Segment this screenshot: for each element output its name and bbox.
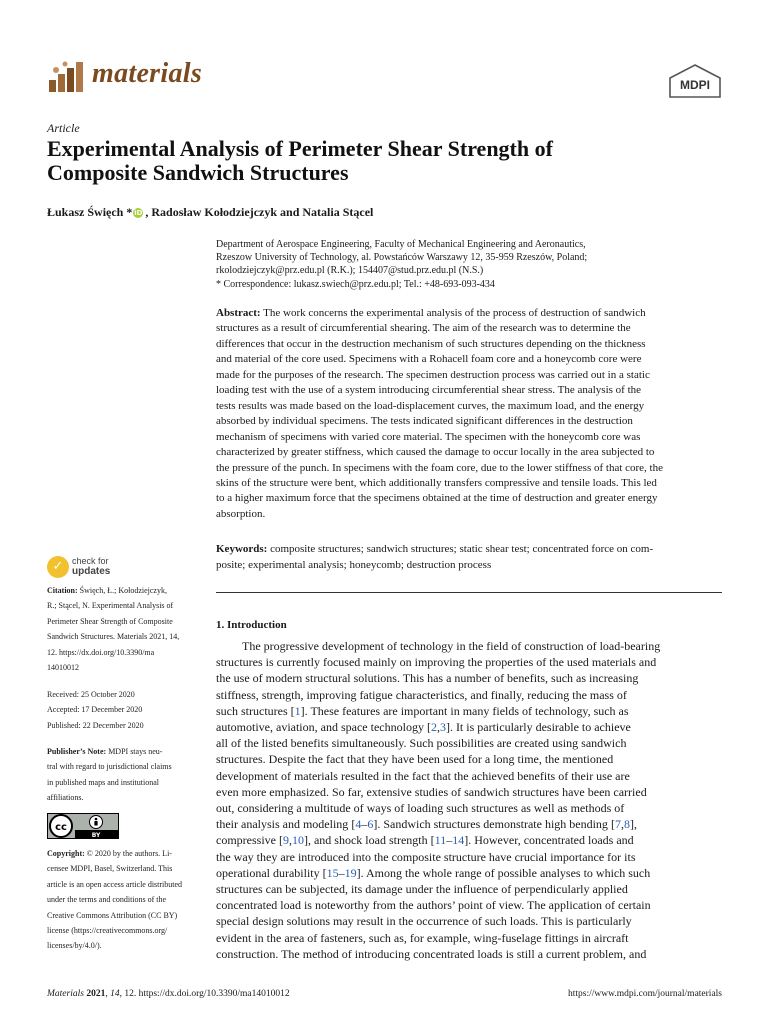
publishers-note-line: affiliations. xyxy=(47,793,84,803)
citation-line: Sandwich Structures. Materials 2021, 14, xyxy=(47,632,180,642)
intro-line: compressive [9,10], and shock load strength [11–14]. However, concentrated loads and xyxy=(216,833,634,848)
intro-line: such structures [1]. These features are important in many fields of technology, such as xyxy=(216,703,629,718)
abstract-line: absorption. xyxy=(216,507,266,520)
citation-label: Citation: xyxy=(47,586,78,595)
abstract-line: The work concerns the experimental analysis of the process of destruction of sandwich xyxy=(263,307,646,319)
affiliation-line: Rzeszow University of Technology, al. Powstańców Warszawy 12, 35-959 Rzeszów, Poland; xyxy=(216,252,588,264)
article-type: Article xyxy=(47,121,80,135)
abstract-line: mechanism of specimens with varied core material. The specimen with the honeycomb core was xyxy=(216,430,641,443)
intro-line: structures can be subjected, its damage under the influence of perpendicularly applied xyxy=(216,882,628,897)
keywords-line: composite structures; sandwich structures; static shear test; concentrated force on com- xyxy=(270,543,654,555)
intro-line: evident in the area of fasteners, such as, for example, wing-fuselage fittings in aircraft xyxy=(216,930,629,945)
intro-line: development of materials resulted in the fact that the achieved benefits of their use are xyxy=(216,768,630,783)
title-line: Composite Sandwich Structures xyxy=(47,160,349,185)
abstract-line: differences that occur in the destruction mechanism of such structures depending on the thickness xyxy=(216,337,646,350)
intro-line: stiffness, strength, improving fatigue characteristics, and finally, reducing the mass of xyxy=(216,687,627,702)
received-date: Received: 25 October 2020 xyxy=(47,690,135,699)
intro-line: all of the listed benefits simultaneously. Such possibilities are created using sandwich xyxy=(216,736,627,751)
published-date: Published: 22 December 2020 xyxy=(47,720,144,730)
copyright-line: under the terms and conditions of the xyxy=(47,895,167,905)
abstract-line: the pressure of the punch. In specimens with the foam core, due to the lower stiffness of that core, the xyxy=(216,461,663,474)
abstract-line: structures as a result of circumferential shearing. The aim of the research was to determine the xyxy=(216,322,631,335)
abstract-line: tests results was made based on the load-displacement curves, the maximum load, and the energy xyxy=(216,399,645,412)
intro-line: out, considering a multitude of ways of loading such structures as well as methods of xyxy=(216,801,625,816)
abstract xyxy=(216,306,722,522)
orcid-icon[interactable]: iD xyxy=(134,209,143,217)
footer-journal-url[interactable]: https://www.mdpi.com/journal/materials xyxy=(568,989,722,999)
intro-line: the use of modern structural solutions. This has a number of benefits, such as increasing xyxy=(216,671,639,686)
publishers-note-line: in published maps and institutional xyxy=(47,777,159,787)
footer-citation[interactable]: Materials 2021, 14, 12. https://dx.doi.org/10.3390/ma14010012 xyxy=(47,989,290,999)
keywords xyxy=(216,542,722,573)
abstract-line: made for the purposes of the research. The specimen destruction process was carried out in a static xyxy=(216,368,650,381)
reference-link[interactable]: 1 xyxy=(294,703,301,718)
reference-link[interactable]: 2 xyxy=(430,720,437,735)
reference-link[interactable]: 7 xyxy=(614,817,621,832)
intro-line: concentrated load is noteworthy from the authors’ point of view. The application of certain xyxy=(216,898,651,913)
citation-line: Perimeter Shear Strength of Composite xyxy=(47,616,173,626)
affiliation-line: Department of Aerospace Engineering, Faculty of Mechanical Engineering and Aeronautics, xyxy=(216,239,586,250)
author-list xyxy=(47,205,373,220)
reference-link[interactable]: 11 xyxy=(434,833,447,848)
copyright-line: Creative Commons Attribution (CC BY) xyxy=(47,910,178,920)
reference-link[interactable]: 19 xyxy=(344,865,357,880)
intro-line: even more emphasized. So far, extensive studies of sandwich structures have been carried xyxy=(216,784,647,799)
title-line: Experimental Analysis of Perimeter Shear Strength of xyxy=(47,136,553,161)
publishers-note-line: MDPI stays neu- xyxy=(108,747,163,756)
cc-by-text: BY xyxy=(91,832,101,839)
reference-link[interactable]: 15 xyxy=(326,865,339,880)
copyright-license-link[interactable]: licenses/by/4.0/). xyxy=(47,941,102,951)
intro-line: structures is currently focused mainly on improving the properties of the used materials and xyxy=(216,655,657,670)
keywords-label: Keywords: xyxy=(216,543,268,555)
introduction-body xyxy=(216,638,722,962)
publishers-note-label: Publisher’s Note: xyxy=(47,747,107,756)
check-updates-label: check for xyxy=(72,556,109,566)
check-updates-icon: ✓ xyxy=(47,556,69,578)
intro-line: structures. Despite the fact that they have been used for a long time, the mentioned xyxy=(216,752,614,767)
citation-line: R.; Stącel, N. Experimental Analysis of xyxy=(47,601,174,611)
intro-line: construction. The method of introducing concentrated loads is still a current problem, and xyxy=(216,946,647,961)
reference-link[interactable]: 8 xyxy=(623,817,630,832)
intro-line: their analysis and modeling [4–6]. Sandwich structures demonstrate high bending [7,8], xyxy=(216,817,637,832)
reference-link[interactable]: 6 xyxy=(367,817,374,832)
cc-text: cc xyxy=(55,822,67,833)
intro-line: operational durability [15–19]. Among the whole range of possible analyses to which such xyxy=(216,865,651,880)
citation-line: Święch, Ł.; Kołodziejczyk, xyxy=(79,586,167,595)
copyright-label: Copyright: xyxy=(47,849,85,858)
citation xyxy=(47,583,207,675)
section-divider xyxy=(216,592,722,593)
citation-doi[interactable]: 14010012 xyxy=(47,663,79,673)
accepted-date: Accepted: 17 December 2020 xyxy=(47,705,143,715)
publishers-note xyxy=(47,744,207,806)
reference-link[interactable]: 14 xyxy=(452,833,465,848)
affiliation-emails[interactable]: rkolodziejczyk@prz.edu.pl (R.K.); 154407@stud.prz.edu.pl (N.S.) xyxy=(216,265,484,277)
reference-link[interactable]: 4 xyxy=(355,817,362,832)
intro-line: automotive, aviation, and space technology [2,3]. It is particularly desirable to achieve xyxy=(216,720,631,735)
article-title xyxy=(47,137,707,185)
check-updates-label: updates xyxy=(72,566,111,577)
publisher-logo-icon xyxy=(668,64,722,98)
publisher-name: MDPI xyxy=(680,78,710,92)
journal-logo-icon xyxy=(47,58,87,94)
check-for-updates-button[interactable] xyxy=(47,556,157,580)
affiliation xyxy=(216,238,722,291)
publication-dates xyxy=(47,687,207,733)
intro-line: The progressive development of technology in the field of construction of load-bearing xyxy=(242,639,661,653)
keywords-line: posite; experimental analysis; honeycomb; destruction process xyxy=(216,558,492,571)
publishers-note-line: tral with regard to jurisdictional claims xyxy=(47,762,172,772)
copyright-line: © 2020 by the authors. Li- xyxy=(86,849,172,858)
cc-by-license-icon[interactable] xyxy=(47,813,119,839)
abstract-line: loading test with the use of a system introducing circumferential shear stress. The analysis of the xyxy=(216,384,642,397)
abstract-line: and material of the core used. Specimens with a Rohacell foam core and a honeycomb core were xyxy=(216,353,642,366)
abstract-label: Abstract: xyxy=(216,307,261,319)
author-names[interactable]: , Radosław Kołodziejczyk and Natalia Stącel xyxy=(145,205,374,219)
journal-name: materials xyxy=(92,58,203,89)
copyright-line: article is an open access article distributed xyxy=(47,879,183,889)
abstract-line: absorbed by individual specimens. The tests indicated significant differences in the destruction xyxy=(216,415,633,428)
intro-line: special design solutions may result in the occurrence of such loads. This is particularly xyxy=(216,914,632,929)
citation-doi[interactable]: 12. https://dx.doi.org/10.3390/ma xyxy=(47,647,155,657)
author-name[interactable]: Łukasz Święch * xyxy=(47,205,133,219)
abstract-line: skins of the structure were bent, which additionally transfers compressive and tensile loads. This led xyxy=(216,476,657,489)
copyright-line: censee MDPI, Basel, Switzerland. This xyxy=(47,864,173,874)
reference-link[interactable]: 3 xyxy=(439,720,446,735)
copyright xyxy=(47,846,207,954)
intro-line: the way they are introduced into the composite structure have crucial importance for its xyxy=(216,849,636,864)
reference-link[interactable]: 10 xyxy=(291,833,304,848)
copyright-license-link[interactable]: license (https://creativecommons.org/ xyxy=(47,926,168,936)
reference-link[interactable]: 9 xyxy=(282,833,289,848)
abstract-line: to a higher maximum force that the specimens obtained at the time of destruction and greater energy xyxy=(216,492,658,505)
correspondence[interactable]: * Correspondence: lukasz.swiech@prz.edu.pl; Tel.: +48-693-093-434 xyxy=(216,278,495,290)
abstract-line: characterized by greater stiffness, which caused the damage to occur locally in the area subjected to xyxy=(216,446,655,459)
section-heading: 1. Introduction xyxy=(216,619,287,631)
